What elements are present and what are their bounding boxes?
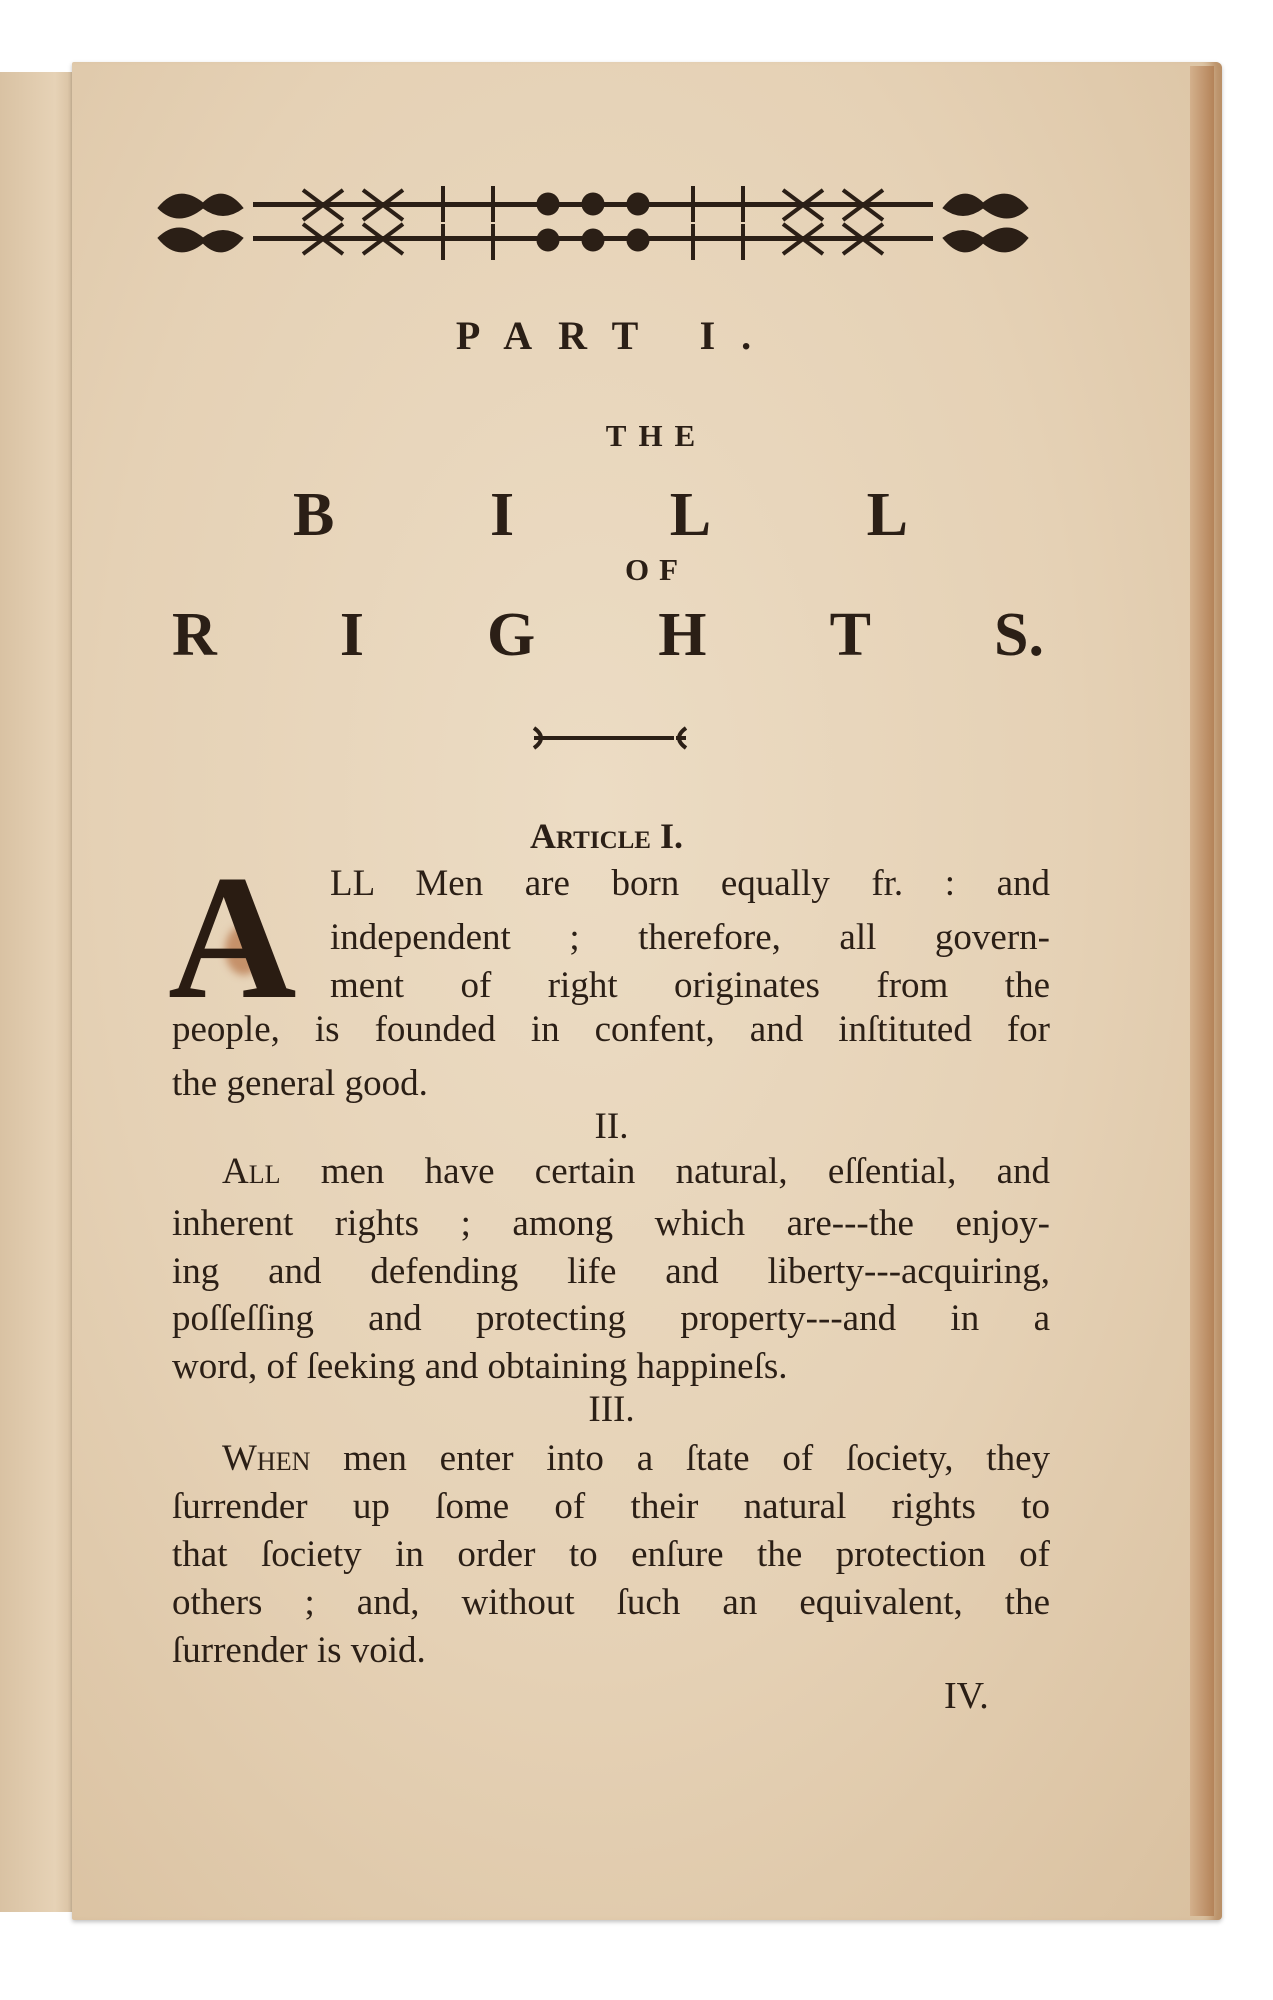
drop-cap: A bbox=[168, 838, 297, 1036]
title-rights bbox=[172, 600, 1044, 671]
article-2-line: inherent rights ; among which are---the enjoy- bbox=[172, 1203, 1050, 1244]
title-letter: L bbox=[669, 481, 712, 549]
title-letter: S. bbox=[993, 601, 1044, 669]
article-2-line: word, of ſeeking and obtaining happineſs. bbox=[172, 1346, 788, 1387]
catchword: IV. bbox=[944, 1675, 989, 1717]
article-3-line: others ; and, without ſuch an equivalent, the bbox=[172, 1582, 1050, 1623]
article-2-title: II. bbox=[594, 1106, 629, 1147]
title-letter: T bbox=[829, 601, 871, 669]
title-letter: H bbox=[658, 601, 707, 669]
title-letter: I bbox=[489, 481, 515, 549]
title-of: OF bbox=[624, 552, 689, 587]
article-3-line: that ſociety in order to enſure the protection of bbox=[172, 1534, 1050, 1575]
lead-word: All bbox=[222, 1151, 281, 1192]
article-3-line: ſurrender up ſome of their natural rights to bbox=[172, 1486, 1050, 1527]
article-1-line: the general good. bbox=[172, 1063, 428, 1104]
title-bill bbox=[293, 480, 908, 551]
lead-word: When bbox=[222, 1438, 311, 1479]
article-3-line bbox=[222, 1437, 1050, 1481]
article-2-line-text: men have certain natural, eſſential, and bbox=[320, 1151, 1050, 1192]
title-letter: B bbox=[293, 481, 335, 549]
article-3-line-text: men enter into a ſtate of ſociety, they bbox=[343, 1438, 1051, 1479]
title-letter: R bbox=[172, 601, 217, 669]
title-the: THE bbox=[605, 418, 708, 453]
article-1-line: people, is founded in confent, and inſtituted for bbox=[172, 1009, 1050, 1050]
article-3-title: III. bbox=[588, 1389, 635, 1430]
title-letter: I bbox=[339, 601, 364, 669]
title-letter: G bbox=[487, 601, 536, 669]
decorative-rule bbox=[530, 720, 690, 756]
article-1-title: Article I. bbox=[530, 816, 683, 856]
article-3-line: ſurrender is void. bbox=[172, 1630, 426, 1671]
title-letter: L bbox=[866, 481, 908, 549]
article-2-line: ing and defending life and liberty---acquiring, bbox=[172, 1251, 1050, 1292]
article-2-line bbox=[222, 1150, 1050, 1194]
article-2-line: poſſeſſing and protecting property---and in a bbox=[172, 1298, 1050, 1339]
printers-ornament-band bbox=[153, 178, 1033, 266]
article-1-line: ment of right originates from the bbox=[330, 965, 1050, 1006]
part-heading: PART I. bbox=[455, 313, 778, 358]
article-1-line: LL Men are born equally fr. : and bbox=[330, 863, 1050, 904]
article-1-line: independent ; therefore, all govern- bbox=[330, 917, 1050, 958]
